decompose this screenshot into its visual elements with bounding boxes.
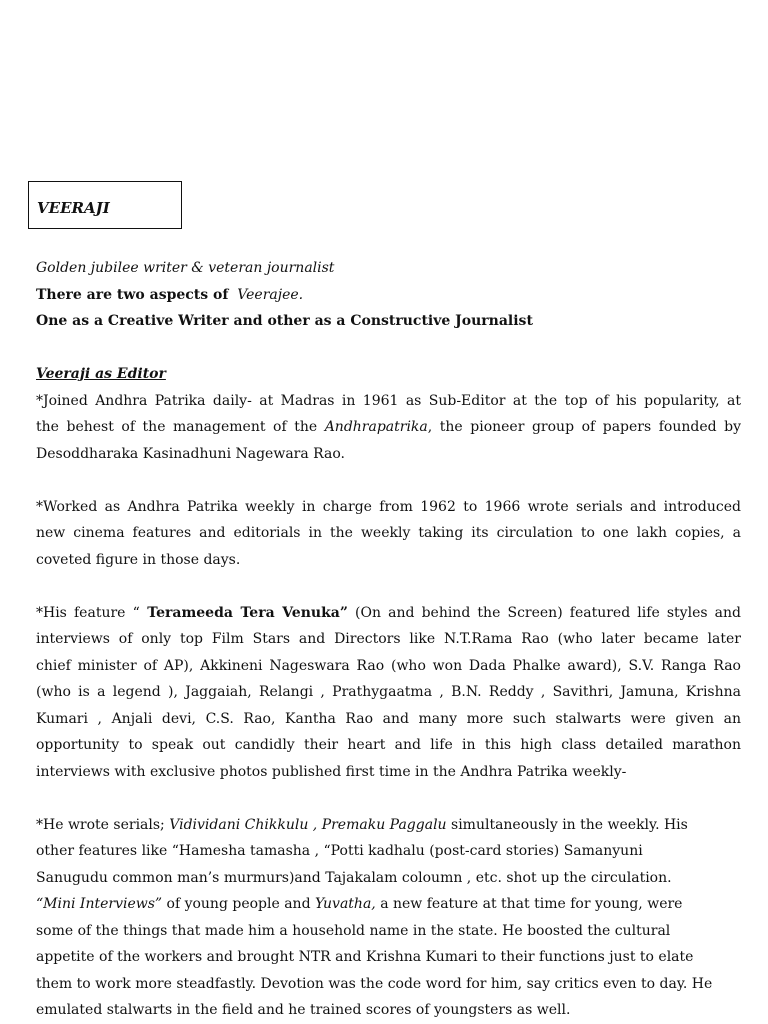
paragraph-line: Sanugudu common man’s murmurs)and Tajakalam coloumn , etc. shot up the circulation.	[36, 869, 672, 886]
paragraph-weekly	[36, 494, 741, 574]
paragraph-line: Desoddharaka Kasinadhuni Nagewara Rao.	[36, 445, 346, 462]
text-span: of young people and	[162, 896, 311, 912]
section-heading: Veeraji as Editor	[36, 366, 166, 382]
paragraph-serials	[36, 812, 741, 1024]
document-title: VEERAJI	[37, 199, 110, 217]
paragraph-line	[36, 414, 741, 441]
feature-name: “Mini Interviews”	[36, 896, 163, 912]
paragraph-line: some of the things that made him a household name in the state. He boosted the cultural	[36, 922, 671, 939]
feature-name: Terameeda Tera Venuka”	[139, 604, 348, 621]
paragraph-line: Kumari , Anjali devi, C.S. Rao, Kantha Rao and many more such stalwarts were given an	[36, 710, 741, 727]
paragraph-feature	[36, 600, 741, 786]
paragraph-line: coveted figure in those days.	[36, 551, 241, 568]
paragraph-line	[36, 891, 741, 918]
publication-name: Andhrapatrika	[324, 419, 428, 435]
paragraph-line: chief minister of AP), Akkineni Nageswara Rao (who won Dada Phalke award), S.V. Ranga Rao	[36, 657, 741, 674]
paragraph-line: (who is a legend ), Jaggaiah, Relangi , Prathygaatma , B.N. Reddy , Savithri, Jamuna, Krishna	[36, 684, 741, 700]
paragraph-line	[36, 812, 741, 839]
text-span: simultaneously in the weekly. His	[451, 816, 688, 833]
paragraph-line: other features like “Hamesha tamasha , “Potti kadhalu (post-card stories) Samanyuni	[36, 843, 643, 859]
paragraph-line	[36, 600, 741, 627]
text-span: (On and behind the Screen) featured life styles and	[347, 604, 741, 621]
paragraph-line: *Worked as Andhra Patrika weekly in charge from 1962 to 1966 wrote serials and introduced	[36, 498, 741, 515]
paragraph-line: them to work more steadfastly. Devotion was the code word for him, say critics even to day. He	[36, 975, 713, 992]
paragraph-line: interviews with exclusive photos published first time in the Andhra Patrika weekly-	[36, 763, 627, 780]
text-span: *He wrote serials;	[36, 816, 165, 833]
paragraph-line: appetite of the workers and brought NTR and Krishna Kumari to their functions just to elate	[36, 949, 694, 965]
paragraph-line: *Joined Andhra Patrika daily- at Madras in 1961 as Sub-Editor at the top of his popularity, at	[36, 392, 741, 409]
paragraph-line: opportunity to speak out candidly their heart and life in this high class detailed marathon	[36, 737, 741, 753]
paragraph-line: interviews of only top Film Stars and Directors like N.T.Rama Rao (who later became later	[36, 631, 741, 647]
paragraph-line: new cinema features and editorials in the weekly taking its circulation to one lakh copies, a	[36, 525, 741, 541]
subtitle: Golden jubilee writer & veteran journalist	[36, 260, 335, 276]
paragraph-joined	[36, 388, 741, 468]
aspects-name: Veerajee.	[237, 286, 304, 303]
feature-name: Yuvatha,	[315, 896, 376, 912]
serial-names: Vidividani Chikkulu , Premaku Paggalu	[169, 816, 447, 833]
aspects-detail: One as a Creative Writer and other as a Constructive Journalist	[36, 313, 533, 329]
text-span: *His feature “	[36, 604, 140, 621]
text-span: the behest of the management of the	[36, 419, 318, 435]
text-span: a new feature at that time for young, were	[375, 896, 683, 912]
title-box	[28, 181, 182, 229]
document-body	[36, 255, 741, 1024]
paragraph-line: emulated stalwarts in the field and he trained scores of youngsters as well.	[36, 1002, 571, 1018]
aspects-lead: There are two aspects of	[36, 286, 229, 303]
aspects-line	[36, 282, 741, 309]
text-span: , the pioneer group of papers founded by	[427, 419, 742, 435]
